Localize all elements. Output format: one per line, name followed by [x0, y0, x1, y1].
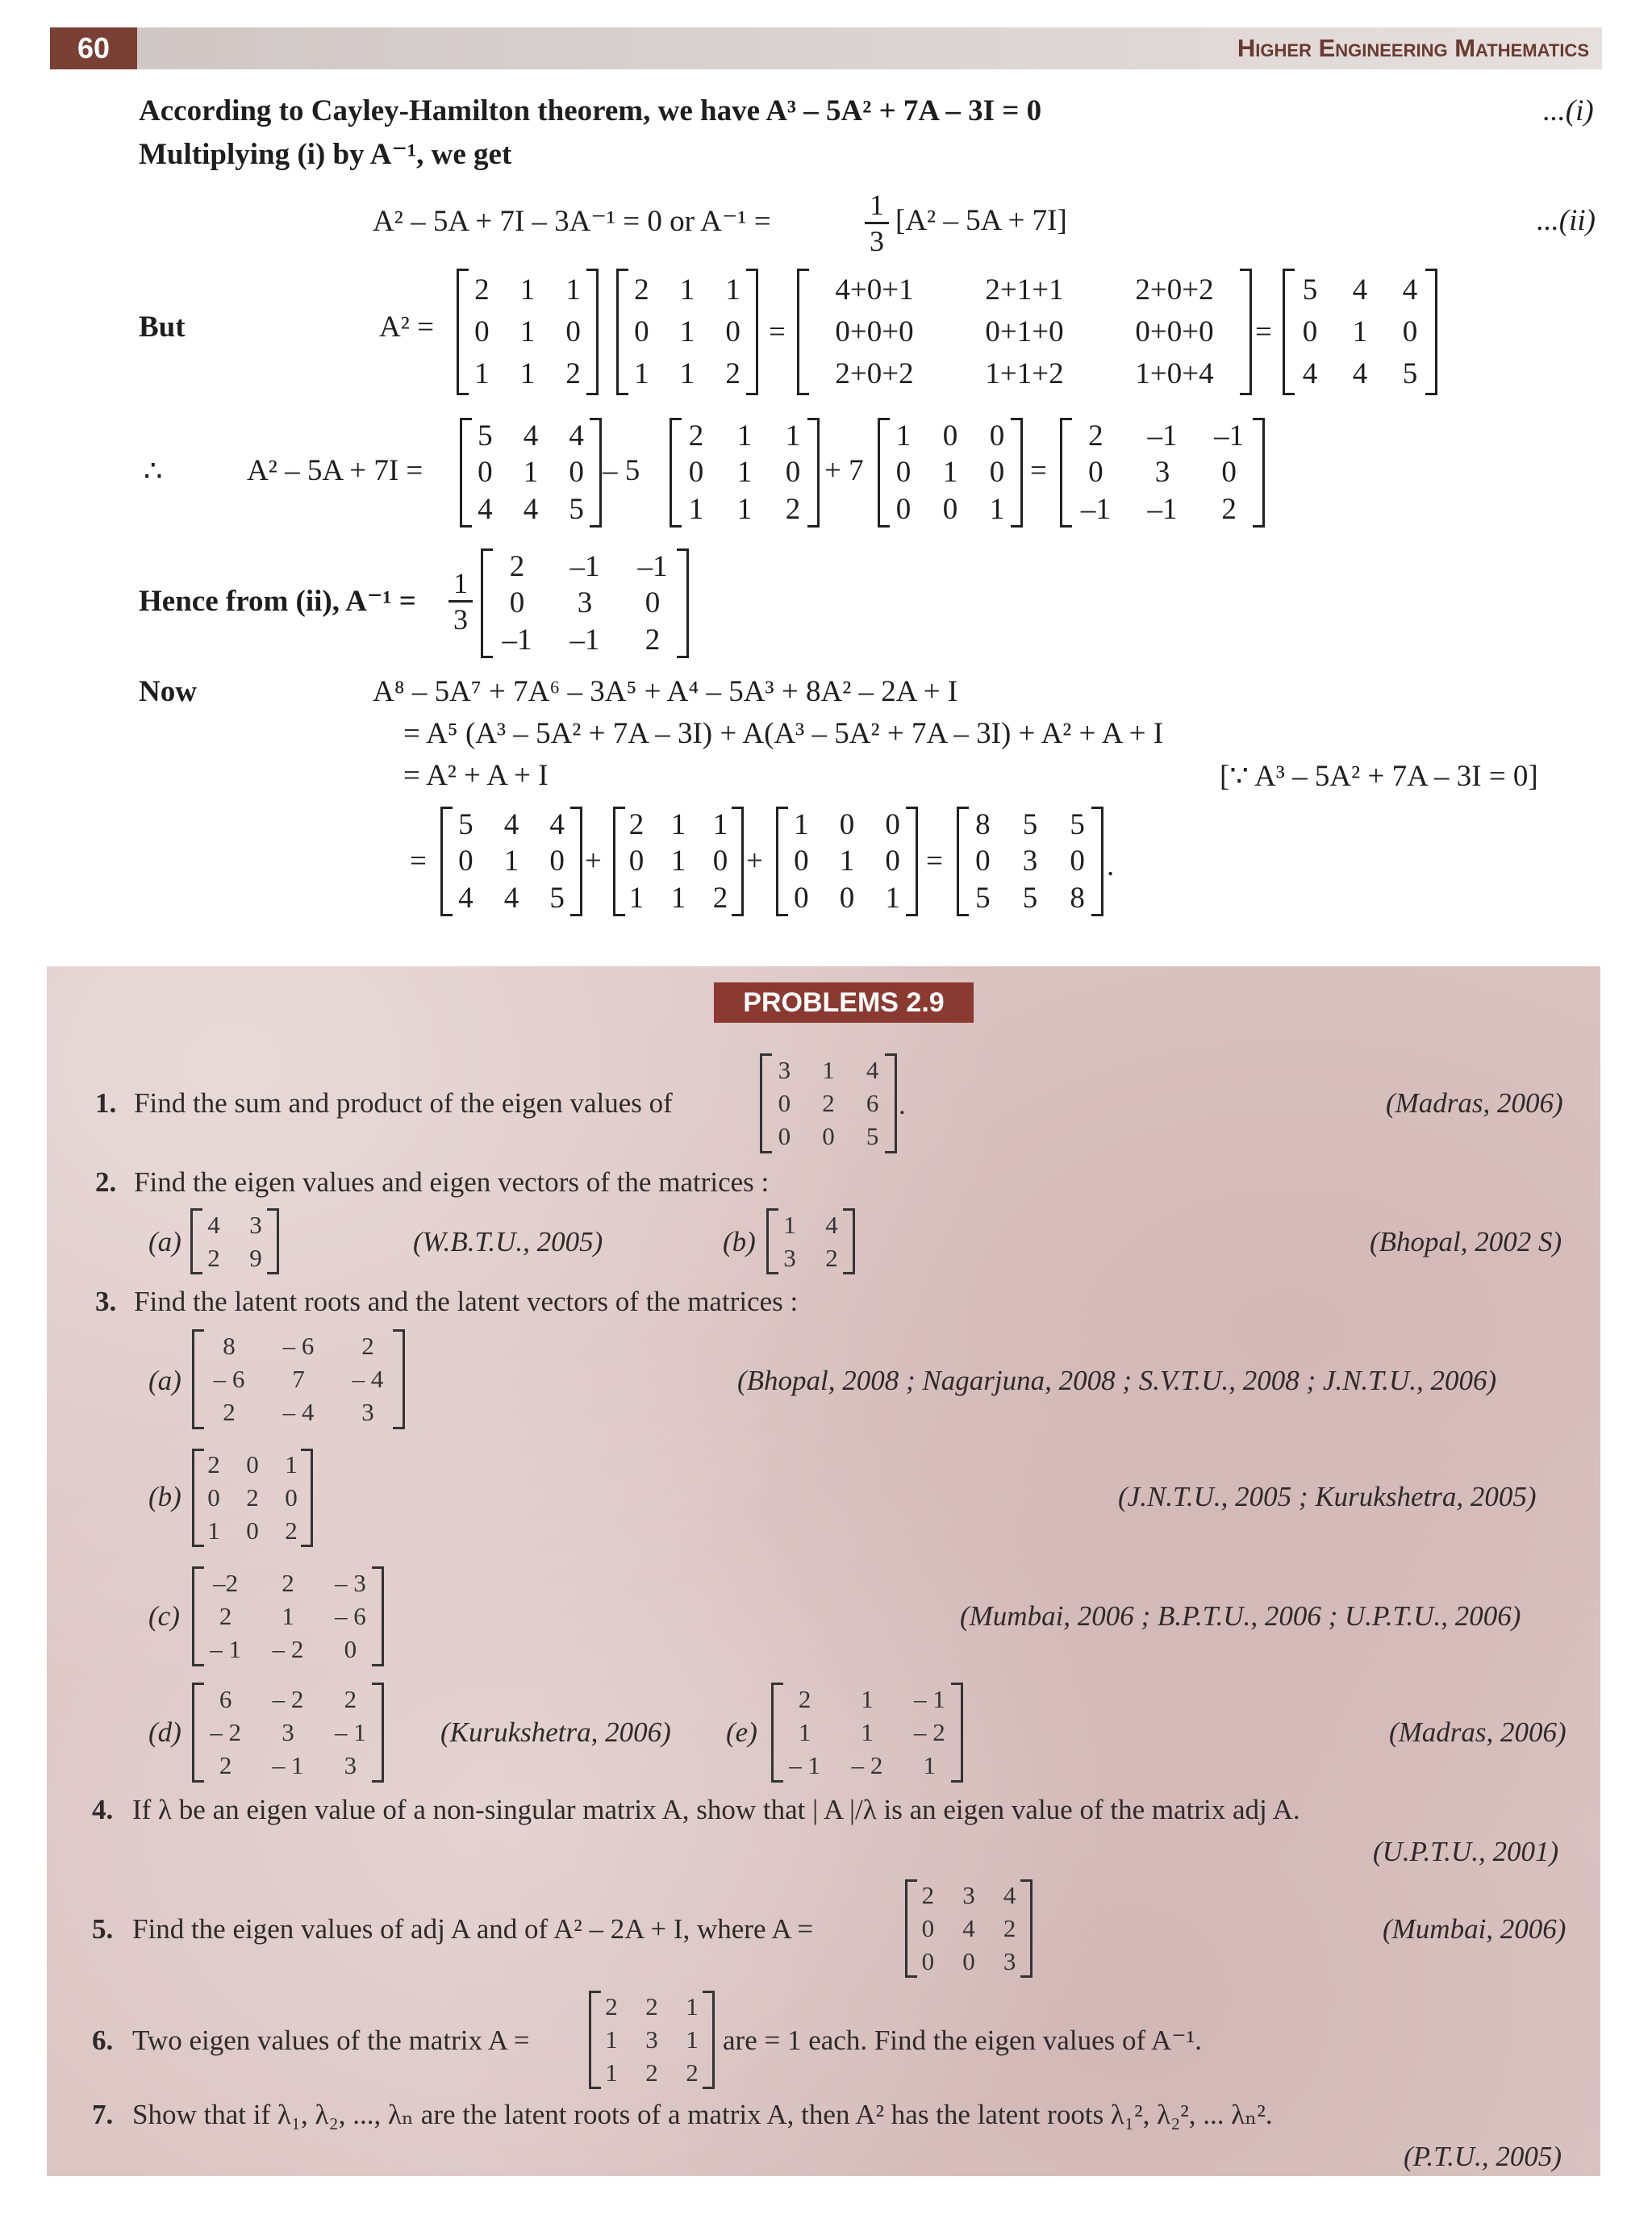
matrix-cell: 2+0+2	[1135, 273, 1214, 307]
matrix-cell: 5	[569, 492, 584, 526]
matrix-cell: 1	[605, 2025, 618, 2054]
matrix-cell: 0	[1402, 315, 1418, 348]
matrix-cell: 0	[569, 456, 584, 490]
matrix-cell: 0	[942, 492, 958, 526]
matrix-cell: 5	[478, 419, 493, 453]
matrix-cell: 0	[344, 1635, 357, 1664]
matrix-cell: 1	[686, 1992, 699, 2021]
matrix-a-squared-term	[460, 418, 602, 528]
matrix-cell: 0	[794, 881, 809, 915]
matrix-cell: 4	[478, 492, 493, 526]
problem-2a-matrix	[190, 1208, 279, 1274]
matrix-cell: 1	[686, 2025, 699, 2054]
matrix-cell: 0	[778, 1122, 791, 1151]
matrix-cell: 4+0+1	[835, 273, 914, 307]
problem-7-source: (P.T.U., 2005)	[1404, 2141, 1562, 2172]
matrix-cell: 8	[1070, 881, 1085, 915]
matrix-cell: 1	[798, 1717, 811, 1746]
matrix-cell: 1	[679, 357, 695, 391]
matrix-cell: 0	[565, 315, 581, 348]
matrix-cell: 3	[344, 1751, 357, 1780]
matrix-cell: 1	[783, 1210, 796, 1239]
matrix-cell: 3	[1003, 1946, 1016, 1975]
problem-6-tail: are = 1 each. Find the eigen values of A⁻¹.	[723, 2025, 1202, 2056]
matrix-cell: 8	[975, 808, 991, 842]
matrix-cell: 0	[725, 315, 740, 348]
matrix-cell: –1	[569, 623, 600, 657]
matrix-cell: 4	[503, 808, 519, 842]
matrix-cell: 0	[794, 845, 809, 878]
matrix-cell: – 4	[352, 1364, 384, 1393]
matrix-cell: 2	[921, 1881, 935, 1910]
fraction-one-third-inverse	[448, 569, 473, 634]
matrix-cell: 0	[246, 1450, 259, 1479]
matrix-cell: 2	[645, 2058, 658, 2087]
matrix-cell: 2	[565, 357, 581, 391]
matrix-cell: 2	[207, 1243, 220, 1272]
matrix-cell: 1	[503, 845, 519, 878]
matrix-cell: 3	[1022, 845, 1038, 878]
problem-5-source: (Mumbai, 2006)	[1383, 1913, 1566, 1945]
matrix-cell: 1	[736, 419, 753, 453]
equals-sign: =	[926, 845, 943, 878]
matrix-cell: 2	[628, 808, 645, 842]
matrix-inverse	[481, 548, 689, 658]
matrix-cell: 0	[628, 845, 645, 878]
matrix-cell: 4	[523, 419, 539, 453]
matrix-cell: 1	[519, 315, 536, 348]
problem-4-text: If λ be an eigen value of a non-singular matrix A, show that | A |/λ is an eigen value of the matrix adj A.	[132, 1794, 1300, 1825]
matrix-cell: 0	[839, 881, 855, 915]
matrix-cell: 4	[1003, 1881, 1016, 1910]
matrix-cell: 0	[1088, 456, 1103, 490]
matrix-cell: 0	[895, 492, 912, 526]
matrix-cell: 2	[825, 1243, 838, 1272]
matrix-cell: – 4	[282, 1398, 315, 1427]
matrix-final-result	[957, 807, 1103, 916]
matrix-cell: 0	[509, 586, 525, 620]
matrix-cell: 1	[885, 881, 900, 915]
matrix-cell: 0	[822, 1122, 835, 1151]
matrix-cell: 0	[1302, 315, 1318, 348]
matrix-cell: – 2	[913, 1717, 945, 1746]
matrix-cell: 0	[921, 1946, 935, 1975]
page-number: 60	[50, 27, 137, 69]
matrix-cell: 9	[249, 1243, 262, 1272]
matrix-cell: 2	[285, 1516, 298, 1545]
matrix-cell: 0	[962, 1946, 975, 1975]
problem-2a-source: (W.B.T.U., 2005)	[413, 1226, 603, 1257]
matrix-cell: 1	[861, 1717, 874, 1746]
problem-2b-label: (b)	[723, 1226, 756, 1257]
problem-4-source: (U.P.T.U., 2001)	[1373, 1836, 1559, 1867]
matrix-cell: 2	[344, 1684, 357, 1713]
fraction-denominator: 3	[453, 603, 468, 636]
matrix-cell: 2	[1003, 1913, 1016, 1942]
problem-5-text: Find the eigen values of adj A and of A² – 2A + I, where A =	[132, 1913, 814, 1945]
equals-sign: =	[1255, 315, 1272, 348]
problem-3c-matrix	[192, 1566, 384, 1666]
matrix-cell: – 2	[210, 1717, 242, 1746]
matrix-cell: 2	[361, 1331, 374, 1360]
matrix-cell: 1	[736, 492, 753, 526]
matrix-cell: 1	[628, 881, 645, 915]
matrix-cell: –1	[1214, 419, 1245, 453]
problem-2b-source: (Bhopal, 2002 S)	[1370, 1226, 1562, 1257]
matrix-cell: –2	[213, 1568, 239, 1597]
problem-3-number: 3.	[95, 1286, 117, 1317]
matrix-identity-term	[878, 418, 1023, 528]
matrix-cell: 2	[207, 1450, 220, 1479]
matrix-cell: 2	[474, 273, 490, 307]
matrix-cell: 1	[207, 1516, 220, 1545]
matrix-cell: 0	[921, 1913, 935, 1942]
now-label: Now	[139, 675, 197, 708]
matrix-cell: 0	[989, 419, 1005, 453]
matrix-cell: 1	[785, 419, 801, 453]
matrix-cell: – 6	[334, 1601, 366, 1630]
matrix-cell: – 6	[213, 1364, 245, 1393]
matrix-cell: 2	[798, 1684, 811, 1713]
matrix-cell: 0	[478, 456, 493, 490]
matrix-cell: 0	[712, 845, 728, 878]
matrix-cell: 2	[605, 1992, 618, 2021]
matrix-cell: 3	[361, 1398, 374, 1427]
matrix-cell: 3	[1154, 456, 1170, 490]
matrix-cell: 4	[1302, 357, 1318, 391]
matrix-cell: 3	[778, 1055, 791, 1084]
matrix-cell: – 2	[272, 1635, 304, 1664]
matrix-a-final	[613, 807, 744, 916]
eq-tag-ii: ...(ii)	[1537, 204, 1596, 237]
now-expression-2: = A⁵ (A³ – 5A² + 7A – 3I) + A(A³ – 5A² + 7A – 3I) + A² + A + I	[403, 717, 1164, 750]
matrix-a-squared-final	[440, 807, 582, 916]
matrix-cell: 1	[794, 808, 809, 842]
matrix-cell: 2	[219, 1751, 232, 1780]
matrix-cell: 4	[549, 808, 565, 842]
problem-6-text: Two eigen values of the matrix A =	[132, 2025, 530, 2056]
matrix-cell: 4	[523, 492, 539, 526]
matrix-cell: 0	[1070, 845, 1085, 878]
matrix-cell: 4	[825, 1210, 838, 1239]
plus-sign: +	[746, 845, 763, 878]
matrix-cell: 4	[866, 1055, 879, 1084]
cayley-hamilton-line: According to Cayley-Hamilton theorem, we have A³ – 5A² + 7A – 3I = 0	[139, 94, 1042, 127]
matrix-cell: 1	[822, 1055, 835, 1084]
matrix-cell: 0	[942, 419, 958, 453]
matrix-cell: –1	[502, 623, 532, 657]
matrix-cell: – 1	[210, 1635, 242, 1664]
matrix-cell: 2	[712, 881, 728, 915]
matrix-cell: 2	[509, 550, 525, 584]
problem-2b-matrix	[766, 1208, 855, 1274]
problem-3b-matrix	[192, 1449, 313, 1547]
plus-seven: + 7	[824, 454, 864, 487]
matrix-cell: 5	[1022, 881, 1038, 915]
equals-sign: =	[1030, 454, 1047, 487]
matrix-cell: 0	[688, 456, 704, 490]
matrix-cell: 1	[725, 273, 740, 307]
matrix-cell: 4	[207, 1210, 220, 1239]
matrix-cell: 1	[285, 1450, 298, 1479]
matrix-cell: 2	[282, 1568, 294, 1597]
matrix-cell: 5	[549, 881, 565, 915]
matrix-cell: 0+1+0	[985, 315, 1064, 348]
matrix-cell: –1	[1147, 419, 1178, 453]
matrix-cell: 1	[989, 492, 1005, 526]
problem-5-matrix	[905, 1879, 1032, 1978]
matrix-cell: 1	[670, 845, 686, 878]
matrix-cell: 1	[670, 808, 686, 842]
hence-label: Hence from (ii), A⁻¹ =	[139, 585, 416, 618]
matrix-cell: – 1	[913, 1684, 945, 1713]
problem-3e-matrix	[771, 1683, 963, 1783]
matrix-cell: 2	[785, 492, 801, 526]
matrix-cell: 5	[866, 1122, 879, 1151]
problems-title: PROBLEMS 2.9	[714, 982, 974, 1023]
matrix-cell: 0	[285, 1483, 298, 1512]
matrix-cell: 1	[679, 273, 695, 307]
problem-3-text: Find the latent roots and the latent vectors of the matrices :	[134, 1286, 799, 1317]
matrix-cell: 2	[725, 357, 740, 391]
matrix-cell: 2+1+1	[985, 273, 1064, 307]
matrix-cell: 2	[645, 1992, 658, 2021]
problem-1-period: .	[899, 1089, 906, 1120]
matrix-cell: – 2	[851, 1751, 883, 1780]
matrix-cell: 8	[223, 1331, 236, 1360]
matrix-a-squared	[1283, 269, 1437, 395]
fraction-numerator: 1	[870, 189, 884, 221]
matrix-cell: 4	[503, 881, 519, 915]
matrix-cell: 0	[645, 586, 661, 620]
matrix-product-expansion	[797, 269, 1252, 395]
matrix-cell: 0+0+0	[835, 315, 914, 348]
matrix-cell: 0	[785, 456, 801, 490]
problem-3a-matrix	[192, 1329, 405, 1429]
problem-3b-label: (b)	[148, 1481, 181, 1512]
equals-sign: =	[410, 845, 427, 878]
matrix-cell: 1	[605, 2058, 618, 2087]
problem-3a-source: (Bhopal, 2008 ; Nagarjuna, 2008 ; S.V.T.U., 2008 ; J.N.T.U., 2006)	[737, 1365, 1497, 1396]
matrix-a	[457, 269, 599, 395]
matrix-cell: 0	[458, 845, 473, 878]
matrix-cell: 0	[1221, 456, 1237, 490]
matrix-cell: 2	[1088, 419, 1103, 453]
problem-3a-label: (a)	[148, 1365, 181, 1396]
matrix-cell: 4	[458, 881, 473, 915]
matrix-cell: 7	[292, 1364, 305, 1393]
matrix-cell: 2	[1221, 492, 1237, 526]
matrix-cell: 0	[989, 456, 1005, 490]
problem-4-number: 4.	[92, 1794, 114, 1825]
matrix-cell: 5	[458, 808, 473, 842]
matrix-cell: 0	[207, 1483, 220, 1512]
matrix-cell: 1+0+4	[1135, 357, 1214, 391]
matrix-cell: 2	[688, 419, 704, 453]
matrix-cell: 0	[839, 808, 855, 842]
matrix-cell: 2	[223, 1398, 236, 1427]
matrix-cell: 3	[249, 1210, 262, 1239]
matrix-cell: 0	[634, 315, 649, 348]
matrix-cell: 6	[866, 1088, 879, 1117]
problem-5-number: 5.	[92, 1913, 114, 1945]
now-expression-1: A⁸ – 5A⁷ + 7A⁶ – 3A⁵ + A⁴ – 5A³ + 8A² – 2A + I	[373, 675, 958, 708]
matrix-cell: 1	[679, 315, 695, 348]
matrix-cell: 2	[686, 2058, 699, 2087]
but-label: But	[139, 311, 186, 344]
matrix-cell: 0	[549, 845, 565, 878]
matrix-cell: 1	[895, 419, 912, 453]
problem-2-number: 2.	[95, 1166, 117, 1198]
problem-3b-source: (J.N.T.U., 2005 ; Kurukshetra, 2005)	[1118, 1481, 1537, 1512]
matrix-cell: 2	[822, 1088, 835, 1117]
matrix-cell: –1	[637, 550, 668, 584]
matrix-cell: 0	[895, 456, 912, 490]
matrix-cell: 1	[523, 456, 539, 490]
matrix-cell: 0	[778, 1088, 791, 1117]
problem-3c-label: (c)	[148, 1600, 180, 1632]
therefore-symbol: ∴	[144, 455, 163, 488]
matrix-identity-final	[776, 807, 918, 916]
matrix-cell: 1	[839, 845, 855, 878]
matrix-cell: – 1	[334, 1717, 366, 1746]
matrix-cell: 3	[282, 1717, 294, 1746]
matrix-cell: 1	[736, 456, 753, 490]
matrix-cell: 4	[1402, 273, 1418, 307]
inverse-equation-bracket: [A² – 5A + 7I]	[895, 204, 1067, 237]
matrix-cell: – 3	[334, 1568, 366, 1597]
matrix-cell: 3	[577, 586, 593, 620]
matrix-cell: – 1	[789, 1751, 821, 1780]
matrix-cell: 2	[246, 1483, 259, 1512]
problem-2-text: Find the eigen values and eigen vectors of the matrices :	[134, 1166, 770, 1198]
matrix-cell: 1	[634, 357, 649, 391]
fraction-denominator: 3	[870, 225, 884, 257]
matrix-cell: – 1	[272, 1751, 304, 1780]
matrix-cell: 0	[885, 845, 900, 878]
inverse-equation: A² – 5A + 7I – 3A⁻¹ = 0 or A⁻¹ =	[373, 205, 771, 238]
matrix-cell: 6	[219, 1684, 232, 1713]
matrix-cell: 2+0+2	[835, 357, 914, 391]
matrix-cell: 1	[474, 357, 490, 391]
eq-tag-i: ...(i)	[1543, 94, 1594, 127]
matrix-cell: 0	[885, 808, 900, 842]
problem-3d-label: (d)	[148, 1716, 181, 1748]
page-header	[50, 27, 1602, 69]
matrix-cell: 5	[1402, 357, 1418, 391]
problem-1-matrix	[760, 1053, 897, 1153]
problem-3e-source: (Madras, 2006)	[1389, 1716, 1566, 1748]
matrix-cell: 4	[1352, 357, 1368, 391]
matrix-cell: 0+0+0	[1135, 315, 1214, 348]
problem-3e-label: (e)	[726, 1716, 757, 1748]
matrix-polynomial-result	[1060, 418, 1265, 528]
matrix-cell: 2	[645, 623, 661, 657]
matrix-a-term	[670, 418, 820, 528]
matrix-cell: 1	[942, 456, 958, 490]
matrix-cell: 3	[645, 2025, 658, 2054]
polynomial-label: A² – 5A + 7I =	[247, 454, 423, 487]
cayley-note: [∵ A³ – 5A² + 7A – 3I = 0]	[1220, 760, 1538, 793]
matrix-cell: –1	[1080, 492, 1111, 526]
a2-label: A² =	[379, 311, 434, 344]
problem-3c-source: (Mumbai, 2006 ; B.P.T.U., 2006 ; U.P.T.U., 2006)	[960, 1600, 1521, 1632]
matrix-cell: 5	[1070, 808, 1085, 842]
matrix-cell: 1	[282, 1601, 294, 1630]
matrix-cell: – 2	[272, 1684, 304, 1713]
matrix-cell: 5	[975, 881, 991, 915]
problem-7-number: 7.	[92, 2099, 114, 2130]
matrix-cell: 2	[219, 1601, 232, 1630]
matrix-cell: 1	[861, 1684, 874, 1713]
problem-1-text: Find the sum and product of the eigen values of	[134, 1087, 673, 1119]
matrix-cell: –1	[1147, 492, 1178, 526]
multiply-line: Multiplying (i) by A⁻¹, we get	[139, 138, 512, 171]
matrix-cell: 0	[246, 1516, 259, 1545]
matrix-cell: 2	[634, 273, 649, 307]
problem-1-source: (Madras, 2006)	[1386, 1087, 1563, 1119]
matrix-cell: 5	[1302, 273, 1318, 307]
matrix-cell: 1	[519, 273, 536, 307]
matrix-cell: 1	[670, 881, 686, 915]
matrix-cell: 0	[474, 315, 490, 348]
book-title: Higher Engineering Mathematics	[1237, 34, 1589, 62]
matrix-cell: 1	[923, 1751, 937, 1780]
problem-6-number: 6.	[92, 2025, 114, 2056]
matrix-cell: 1	[1352, 315, 1368, 348]
matrix-cell: 1	[712, 808, 728, 842]
matrix-cell: 4	[962, 1913, 975, 1942]
matrix-cell: – 6	[282, 1331, 315, 1360]
problem-3d-matrix	[192, 1683, 384, 1783]
problem-7-text: Show that if λ₁, λ₂, ..., λₙ are the latent roots of a matrix A, then A² has the latent roots λ₁², λ₂², ... λₙ².	[132, 2099, 1273, 2130]
problem-3d-source: (Kurukshetra, 2006)	[440, 1716, 671, 1748]
matrix-cell: 3	[962, 1881, 975, 1910]
equals-sign: =	[769, 315, 786, 348]
matrix-cell: 0	[975, 845, 991, 878]
plus-sign: +	[585, 845, 602, 878]
matrix-cell: 3	[783, 1243, 796, 1272]
matrix-cell: 5	[1022, 808, 1038, 842]
period: .	[1107, 849, 1115, 882]
fraction-one-third	[865, 190, 889, 256]
matrix-cell: 4	[1352, 273, 1368, 307]
minus-five: – 5	[603, 454, 640, 487]
matrix-cell: 1	[565, 273, 581, 307]
matrix-cell: 1+1+2	[985, 357, 1064, 391]
problem-2a-label: (a)	[148, 1226, 181, 1257]
problem-1-number: 1.	[95, 1087, 117, 1119]
matrix-cell: 1	[688, 492, 704, 526]
now-expression-3: = A² + A + I	[403, 759, 549, 792]
problem-6-matrix	[589, 1991, 715, 2089]
matrix-a-second	[616, 269, 758, 395]
matrix-cell: –1	[569, 550, 600, 584]
matrix-cell: 4	[569, 419, 584, 453]
fraction-numerator: 1	[453, 567, 468, 599]
matrix-cell: 1	[519, 357, 536, 391]
